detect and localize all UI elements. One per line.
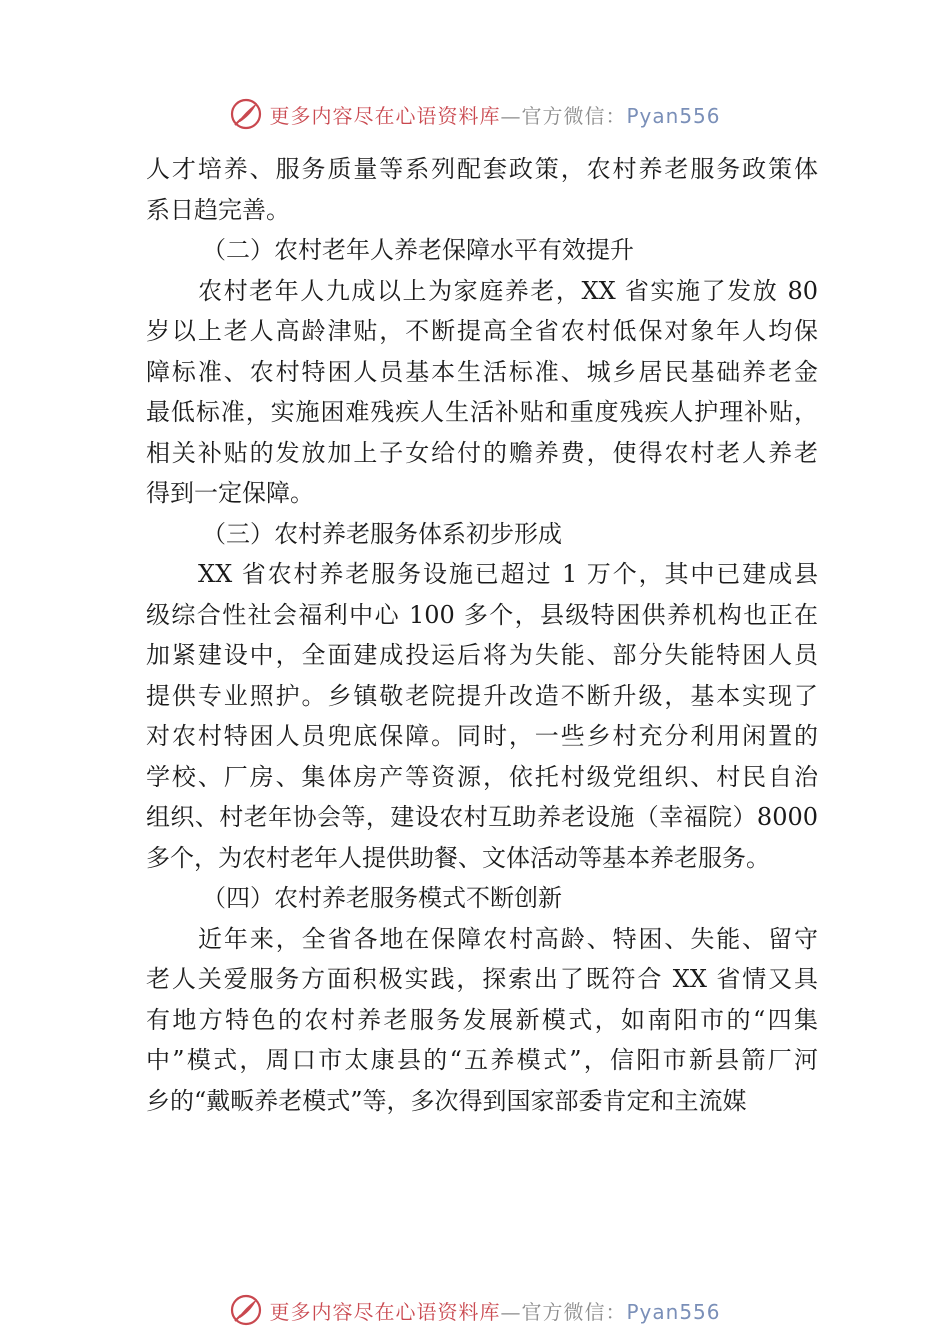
watermark-wechat-label: —官方微信： [500,1299,627,1324]
watermark-wechat-label: —官方微信： [500,103,627,128]
quill-logo-icon [229,1293,263,1327]
paragraph-line: XX 省农村养老服务设施已超过 1 万个，其中已建成县 [198,560,818,588]
paragraph-line: 最低标准，实施困难残疾人生活补贴和重度残疾人护理补贴， [146,398,818,426]
paragraph-line: 中”模式，周口市太康县的“五养模式”，信阳市新县箭厂河 [146,1046,818,1074]
watermark-wechat-id: Pyan556 [626,103,721,128]
watermark-site-name: 更多内容尽在心语资料库 [269,103,501,128]
paragraph-line: 有地方特色的农村养老服务发展新模式，如南阳市的“四集 [146,1005,818,1034]
section-heading: （二）农村老年人养老保障水平有效提升 [202,236,634,264]
paragraph-line: 老人关爱服务方面积极实践，探索出了既符合 XX 省情又具 [146,965,818,993]
paragraph-line: 对农村特困人员兜底保障。同时，一些乡村充分利用闲置的 [146,722,818,750]
watermark-wechat-id: Pyan556 [626,1299,721,1324]
paragraph-line: 多个，为农村老年人提供助餐、文体活动等基本养老服务。 [146,843,770,872]
paragraph-line: 近年来，全省各地在保障农村高龄、特困、失能、留守 [198,924,818,953]
paragraph-line: 学校、厂房、集体房产等资源，依托村级党组织、村民自治 [146,762,818,791]
paragraph-line: 人才培养、服务质量等系列配套政策，农村养老服务政策体 [146,155,818,183]
paragraph-line: 系日趋完善。 [146,195,290,224]
paragraph-line: 提供专业照护。乡镇敬老院提升改造不断升级，基本实现了 [146,681,818,710]
paragraph-line: 得到一定保障。 [146,479,314,507]
paragraph-line: 乡的“戴畈养老模式”等，多次得到国家部委肯定和主流媒 [146,1086,747,1115]
quill-logo-icon [229,97,263,131]
paragraph-line: 农村老年人九成以上为家庭养老，XX 省实施了发放 80 [198,276,818,305]
paragraph-line: 组织、村老年协会等，建设农村互助养老设施（幸福院）8000 [146,803,818,831]
header-watermark [0,94,950,134]
document-body [146,149,818,1121]
watermark-site-name: 更多内容尽在心语资料库 [269,1299,501,1324]
paragraph-line: 级综合性社会福利中心 100 多个，县级特困供养机构也正在 [146,600,818,629]
paragraph-line: 加紧建设中，全面建成投运后将为失能、部分失能特困人员 [146,641,818,669]
section-heading: （三）农村养老服务体系初步形成 [202,519,562,548]
footer-watermark [0,1290,950,1330]
paragraph-line: 障标准、农村特困人员基本生活标准、城乡居民基础养老金 [146,357,818,386]
paragraph-line: 相关补贴的发放加上子女给付的赡养费，使得农村老人养老 [146,438,818,467]
paragraph-line: 岁以上老人高龄津贴，不断提高全省农村低保对象年人均保 [146,317,818,345]
section-heading: （四）农村养老服务模式不断创新 [202,884,562,912]
